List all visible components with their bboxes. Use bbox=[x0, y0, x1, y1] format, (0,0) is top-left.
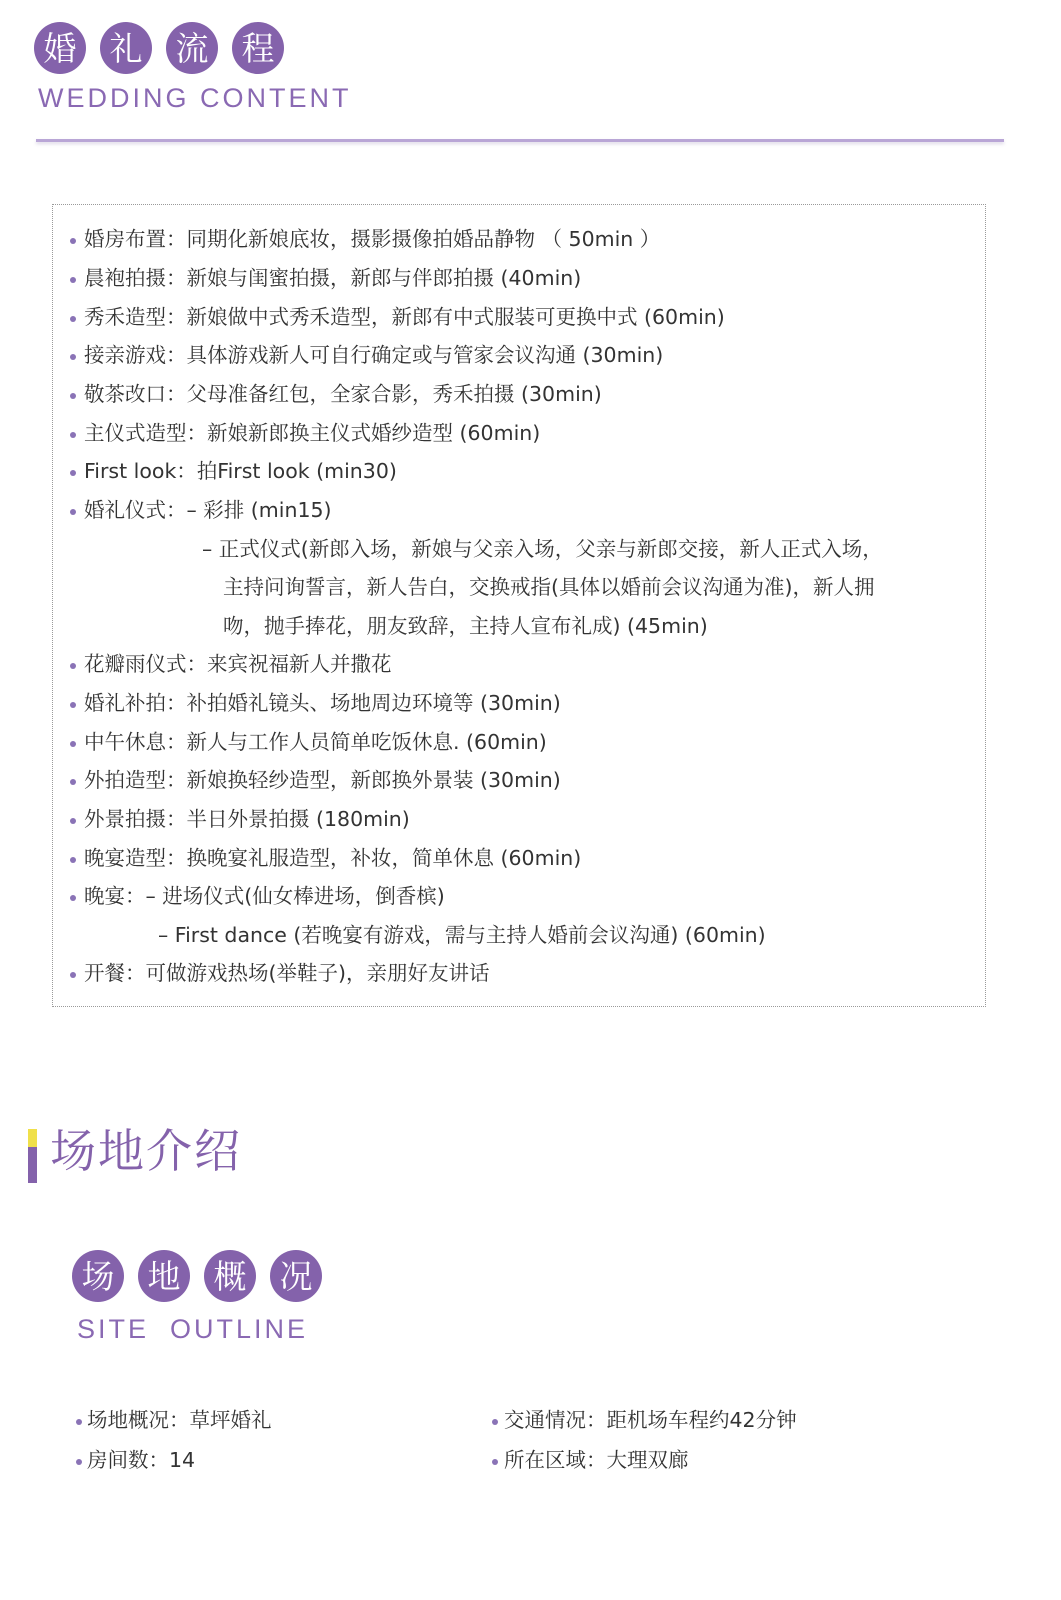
schedule-item bbox=[84, 886, 445, 907]
schedule-label: 中午休息： bbox=[84, 730, 187, 754]
schedule-label: 婚礼补拍： bbox=[84, 691, 187, 715]
section-accent-bar bbox=[28, 1129, 37, 1183]
schedule-text: – 彩排 (min15) bbox=[186, 498, 332, 522]
schedule-subitem: – 正式仪式(新郎入场，新娘与父亲入场，父亲与新郎交接，新人正式入场， bbox=[202, 537, 883, 561]
schedule-item bbox=[84, 848, 581, 869]
bullet-icon bbox=[70, 393, 76, 399]
bullet-icon bbox=[70, 316, 76, 322]
schedule-text: 具体游戏新人可自行确定或与管家会议沟通 (30min) bbox=[186, 343, 664, 367]
schedule-text: 同期化新娘底妆，摄影摄像拍婚品静物 （ 50min ） bbox=[186, 227, 661, 251]
bullet-icon bbox=[70, 972, 76, 978]
wedding-content-subtitle: WEDDING CONTENT bbox=[38, 83, 352, 113]
bullet-icon bbox=[492, 1459, 498, 1465]
schedule-text: 新人与工作人员简单吃饭休息. (60min) bbox=[186, 730, 547, 754]
title-char: 礼 bbox=[100, 22, 152, 74]
site-item-region: 所在区域：大理双廊 bbox=[504, 1448, 689, 1472]
schedule-item bbox=[84, 500, 332, 521]
site-item-venue: 场地概况：草坪婚礼 bbox=[87, 1408, 272, 1432]
schedule-label: 接亲游戏： bbox=[84, 343, 187, 367]
schedule-text: 新娘与闺蜜拍摄，新郎与伴郎拍摄 (40min) bbox=[186, 266, 582, 290]
schedule-label: First look： bbox=[84, 459, 197, 483]
schedule-item bbox=[84, 654, 392, 675]
title-char: 概 bbox=[204, 1250, 256, 1302]
wedding-content-title bbox=[34, 22, 284, 74]
title-char: 地 bbox=[138, 1250, 190, 1302]
schedule-text: 新娘做中式秀禾造型，新郎有中式服装可更换中式 (60min) bbox=[186, 305, 725, 329]
schedule-item bbox=[84, 423, 540, 444]
bullet-icon bbox=[70, 818, 76, 824]
schedule-item bbox=[84, 229, 660, 250]
bullet-icon bbox=[70, 702, 76, 708]
schedule-label: 婚房布置： bbox=[84, 227, 187, 251]
schedule-label: 敬茶改口： bbox=[84, 382, 187, 406]
schedule-item bbox=[84, 809, 410, 830]
schedule-label: 开餐： bbox=[84, 961, 146, 985]
schedule-item bbox=[84, 770, 561, 791]
title-char: 婚 bbox=[34, 22, 86, 74]
schedule-subitem: 主持问询誓言，新人告白，交换戒指(具体以婚前会议沟通为准)，新人拥 bbox=[223, 575, 875, 599]
schedule-label: 花瓣雨仪式： bbox=[84, 652, 207, 676]
schedule-text: 可做游戏热场(举鞋子)，亲朋好友讲话 bbox=[145, 961, 490, 985]
schedule-label: 晨袍拍摄： bbox=[84, 266, 187, 290]
title-char: 程 bbox=[232, 22, 284, 74]
bullet-icon bbox=[70, 354, 76, 360]
schedule-text: 新娘换轻纱造型，新郎换外景装 (30min) bbox=[186, 768, 561, 792]
schedule-text: 父母准备红包，全家合影，秀禾拍摄 (30min) bbox=[186, 382, 602, 406]
title-char: 况 bbox=[270, 1250, 322, 1302]
header-divider bbox=[36, 139, 1004, 142]
bullet-icon bbox=[70, 663, 76, 669]
bullet-icon bbox=[76, 1459, 82, 1465]
schedule-label: 婚礼仪式： bbox=[84, 498, 187, 522]
schedule-item bbox=[84, 732, 547, 753]
schedule-item bbox=[84, 384, 602, 405]
title-char: 流 bbox=[166, 22, 218, 74]
bullet-icon bbox=[70, 238, 76, 244]
bullet-icon bbox=[70, 779, 76, 785]
site-outline-subtitle: SITE OUTLINE bbox=[77, 1314, 309, 1344]
title-char: 场 bbox=[72, 1250, 124, 1302]
bullet-icon bbox=[76, 1419, 82, 1425]
schedule-label: 外景拍摄： bbox=[84, 807, 187, 831]
schedule-item bbox=[84, 461, 397, 482]
bullet-icon bbox=[70, 857, 76, 863]
schedule-label: 晚宴： bbox=[84, 884, 146, 908]
schedule-label: 秀禾造型： bbox=[84, 305, 187, 329]
site-item-transport: 交通情况：距机场车程约42分钟 bbox=[504, 1408, 797, 1432]
bullet-icon bbox=[492, 1419, 498, 1425]
schedule-text: 拍First look (min30) bbox=[196, 459, 397, 483]
schedule-text: – 进场仪式(仙女棒进场，倒香槟) bbox=[145, 884, 445, 908]
schedule-label: 主仪式造型： bbox=[84, 421, 207, 445]
schedule-item bbox=[84, 693, 561, 714]
schedule-text: 新娘新郎换主仪式婚纱造型 (60min) bbox=[207, 421, 541, 445]
schedule-label: 晚宴造型： bbox=[84, 846, 187, 870]
bullet-icon bbox=[70, 509, 76, 515]
bullet-icon bbox=[70, 895, 76, 901]
bullet-icon bbox=[70, 277, 76, 283]
bullet-icon bbox=[70, 741, 76, 747]
site-outline-title bbox=[72, 1250, 322, 1302]
schedule-label: 外拍造型： bbox=[84, 768, 187, 792]
schedule-item bbox=[84, 345, 663, 366]
schedule-text: 换晚宴礼服造型，补妆，简单休息 (60min) bbox=[186, 846, 582, 870]
bullet-icon bbox=[70, 470, 76, 476]
schedule-item bbox=[84, 307, 725, 328]
schedule-text: 半日外景拍摄 (180min) bbox=[186, 807, 410, 831]
schedule-text: 来宾祝福新人并撒花 bbox=[207, 652, 392, 676]
schedule-text: 补拍婚礼镜头、场地周边环境等 (30min) bbox=[186, 691, 561, 715]
site-item-rooms: 房间数：14 bbox=[87, 1448, 196, 1472]
schedule-subitem: – First dance (若晚宴有游戏，需与主持人婚前会议沟通) (60min) bbox=[158, 923, 766, 947]
schedule-item bbox=[84, 268, 581, 289]
bullet-icon bbox=[70, 432, 76, 438]
schedule-subitem: 吻，抛手捧花，朋友致辞，主持人宣布礼成) (45min) bbox=[223, 614, 708, 638]
section-title: 场地介绍 bbox=[50, 1124, 242, 1178]
schedule-item bbox=[84, 963, 490, 984]
